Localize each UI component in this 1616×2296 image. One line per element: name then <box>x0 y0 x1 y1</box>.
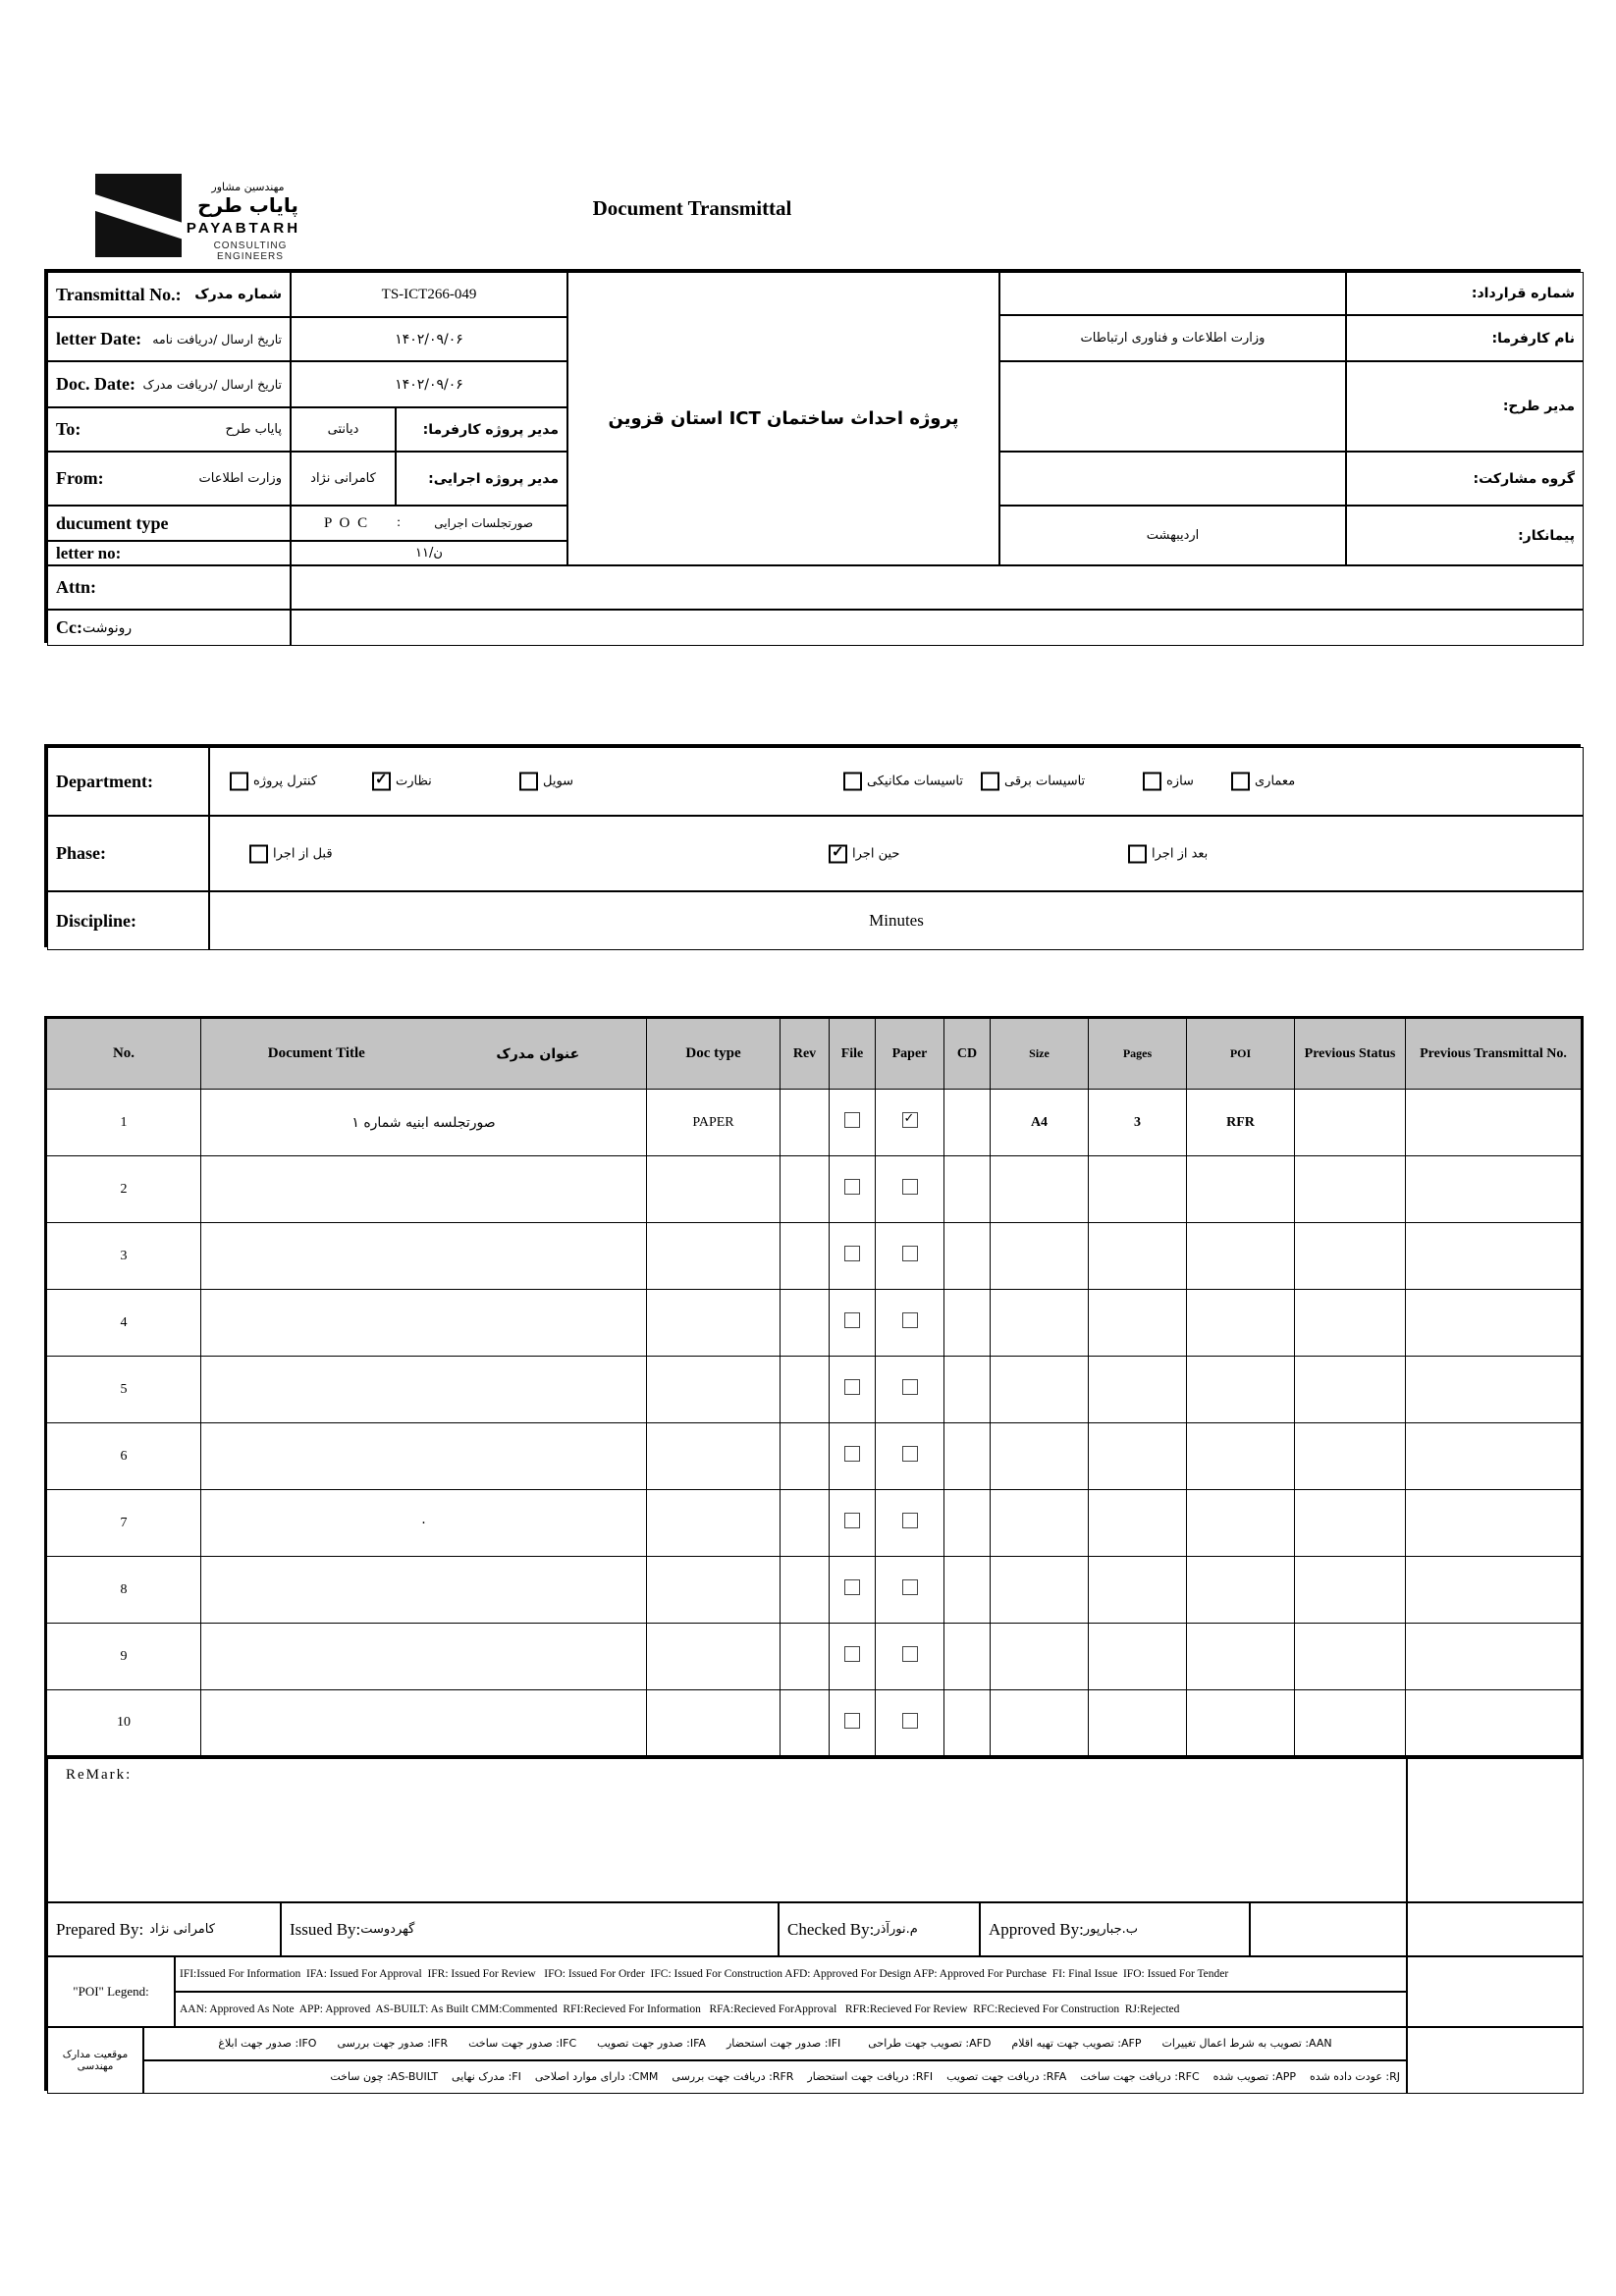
file-checkbox[interactable] <box>844 1179 860 1195</box>
cell-no: 3 <box>46 1223 201 1290</box>
table-header-row <box>46 1018 1583 1090</box>
header-file: File <box>830 1018 876 1090</box>
cell-prev-status <box>1295 1557 1406 1624</box>
cell-no: 5 <box>46 1357 201 1423</box>
table-row <box>46 1423 1583 1490</box>
doc-type-label-cell <box>47 506 291 541</box>
cc-label-en: Cc: <box>56 617 82 637</box>
cc-label-cell <box>47 610 291 646</box>
doc-type-value-cell <box>291 506 567 541</box>
poi-legend-line2: AAN: Approved As Note APP: Approved AS-BUILT: As Built CMM:Commented RFI:Recieved For Information RFA:Recieved ForApproval RFR:Recieved For Review RFC:Recieved For Construction RJ:Rejected <box>175 1992 1407 2027</box>
discipline-label-cell <box>47 891 209 950</box>
cell-paper <box>876 1357 944 1423</box>
cell-file <box>830 1090 876 1156</box>
phase-checkbox[interactable] <box>829 844 847 863</box>
doc-type-label-en: ducument type <box>56 512 169 533</box>
cell-no: 8 <box>46 1557 201 1624</box>
cell-doc-type <box>647 1624 781 1690</box>
client-name-value: وزارت اطلاعات و فناوری ارتباطات <box>999 315 1346 361</box>
department-option <box>1231 773 1295 791</box>
doc-type-fa: صورتجلسات اجرایی <box>434 516 533 530</box>
cell-paper <box>876 1490 944 1557</box>
doc-type-code: P O C <box>324 514 370 531</box>
cell-poi <box>1187 1290 1295 1357</box>
prepared-by-cell <box>47 1902 281 1956</box>
cell-cd <box>944 1490 991 1557</box>
cell-size <box>991 1357 1089 1423</box>
cell-paper <box>876 1690 944 1757</box>
cell-poi <box>1187 1223 1295 1290</box>
cell-no: 4 <box>46 1290 201 1357</box>
header-poi: POI <box>1187 1018 1295 1090</box>
letter-no-value: ن/۱۱ <box>291 541 567 565</box>
cell-rev <box>781 1357 830 1423</box>
department-option <box>1143 773 1194 791</box>
cell-title <box>201 1423 647 1490</box>
cell-title <box>201 1357 647 1423</box>
phase-label-cell <box>47 816 209 891</box>
legend-right-cell-1 <box>1407 1956 1584 2027</box>
department-option <box>843 773 963 791</box>
logo-en-name: PAYABTARH <box>186 220 301 237</box>
contractor-label: پیمانکار: <box>1346 506 1584 565</box>
attn-value <box>291 565 1584 610</box>
cell-file <box>830 1490 876 1557</box>
header-pages: Pages <box>1089 1018 1187 1090</box>
cell-pages <box>1089 1290 1187 1357</box>
client-name-label: نام کارفرما: <box>1346 315 1584 361</box>
cell-poi <box>1187 1357 1295 1423</box>
contract-no-label: شماره قرارداد: <box>1346 272 1584 315</box>
cell-pages <box>1089 1624 1187 1690</box>
cell-size <box>991 1490 1089 1557</box>
doc-table-body <box>46 1090 1583 1757</box>
checked-by-label: Checked By: <box>787 1919 875 1939</box>
contractor-value: اردیبهشت <box>999 506 1346 565</box>
cell-prev-transmittal <box>1406 1624 1583 1690</box>
department-option <box>981 773 1085 791</box>
cell-rev <box>781 1490 830 1557</box>
cell-file <box>830 1690 876 1757</box>
document-list-table <box>44 1016 1584 1758</box>
checked-by-cell <box>779 1902 980 1956</box>
cell-poi <box>1187 1690 1295 1757</box>
paper-checkbox[interactable] <box>902 1112 918 1128</box>
letter-date-label-en: letter Date: <box>56 329 142 348</box>
logo-fa-tagline: مهندسین مشاور <box>211 181 285 193</box>
logo-en-sub: CONSULTING ENGINEERS <box>213 240 288 262</box>
phase-option-label: حین اجرا <box>852 846 900 861</box>
cell-pages <box>1089 1156 1187 1223</box>
to-person: دیانتی <box>291 407 396 452</box>
cell-title: صورتجلسه ابنیه شماره ۱ <box>201 1090 647 1156</box>
department-option-label: سازه <box>1166 774 1194 789</box>
poi-legend-label: "POI" Legend: <box>47 1956 175 2027</box>
cell-file <box>830 1156 876 1223</box>
department-checkbox[interactable] <box>230 773 248 791</box>
logo-swoosh-shape <box>95 191 182 245</box>
cell-prev-status <box>1295 1624 1406 1690</box>
cell-cd <box>944 1357 991 1423</box>
department-option-label: تاسیسات مکانیکی <box>867 774 963 789</box>
to-company: پایاب طرح <box>225 422 282 437</box>
bottom-block <box>44 1755 1581 2091</box>
cell-no: 2 <box>46 1156 201 1223</box>
letter-date-value: ۱۴۰۲/۰۹/۰۶ <box>291 317 567 361</box>
cell-rev <box>781 1690 830 1757</box>
transmittal-no-label-cell <box>47 272 291 317</box>
cell-rev <box>781 1624 830 1690</box>
to-label-en: To: <box>56 419 81 439</box>
paper-checkbox[interactable] <box>902 1179 918 1195</box>
cell-prev-transmittal <box>1406 1223 1583 1290</box>
department-checkbox[interactable] <box>1143 773 1161 791</box>
table-row <box>46 1223 1583 1290</box>
department-option <box>230 773 317 791</box>
cell-poi <box>1187 1423 1295 1490</box>
signature-right-cell <box>1407 1902 1584 1956</box>
cell-poi <box>1187 1156 1295 1223</box>
file-checkbox[interactable] <box>844 1646 860 1662</box>
department-checkbox[interactable] <box>1231 773 1250 791</box>
cell-prev-status <box>1295 1156 1406 1223</box>
cell-doc-type: PAPER <box>647 1090 781 1156</box>
phase-checkbox[interactable] <box>249 844 268 863</box>
header-rev: Rev <box>781 1018 830 1090</box>
department-option <box>372 773 432 791</box>
doc-position-label: موقعیت مدارک مهندسی <box>47 2027 143 2094</box>
letter-no-label-cell <box>47 541 291 565</box>
cell-size <box>991 1223 1089 1290</box>
cell-prev-transmittal <box>1406 1423 1583 1490</box>
phase-option-label: قبل از اجرا <box>273 846 333 861</box>
transmittal-no-value: TS-ICT266-049 <box>291 272 567 317</box>
partnership-value <box>999 452 1346 506</box>
cell-title <box>201 1290 647 1357</box>
cell-pages <box>1089 1557 1187 1624</box>
cell-no: 10 <box>46 1690 201 1757</box>
cell-paper <box>876 1290 944 1357</box>
department-option <box>519 773 573 791</box>
file-checkbox[interactable] <box>844 1112 860 1128</box>
approved-by-label: Approved By: <box>989 1919 1084 1939</box>
attn-label: Attn: <box>56 577 96 597</box>
cell-poi <box>1187 1490 1295 1557</box>
cell-cd <box>944 1090 991 1156</box>
cell-paper <box>876 1223 944 1290</box>
cell-rev <box>781 1223 830 1290</box>
top-info-table <box>44 269 1581 643</box>
file-checkbox[interactable] <box>844 1446 860 1462</box>
from-label-en: From: <box>56 468 104 488</box>
table-row <box>46 1624 1583 1690</box>
doc-date-value: ۱۴۰۲/۰۹/۰۶ <box>291 361 567 407</box>
department-option-label: تاسیسات برقی <box>1004 774 1086 789</box>
cell-prev-status <box>1295 1690 1406 1757</box>
remark-right-cell <box>1407 1758 1584 1902</box>
cell-paper <box>876 1156 944 1223</box>
payabtarh-logo <box>95 174 182 257</box>
cell-rev <box>781 1557 830 1624</box>
paper-checkbox[interactable] <box>902 1446 918 1462</box>
cc-label-fa: رونوشت <box>81 619 133 636</box>
logo-fa-name: پایاب طرح <box>197 193 298 217</box>
doc-date-label-en: Doc. Date: <box>56 374 135 394</box>
file-checkbox[interactable] <box>844 1579 860 1595</box>
cell-doc-type <box>647 1156 781 1223</box>
poi-legend-line1: IFI:Issued For Information IFA: Issued For Approval IFR: Issued For Review IFO: Issued For Order IFC: Issued For Construction AFD: Approved For Design AFP: Approved For Purchase FI: Final Issue IFO: Issued For Tender <box>175 1956 1407 1992</box>
table-row <box>46 1557 1583 1624</box>
cell-file <box>830 1357 876 1423</box>
transmittal-no-label-en: Transmittal No.: <box>56 284 182 304</box>
phase-option <box>249 844 333 863</box>
department-label: Department: <box>56 771 153 791</box>
cell-pages <box>1089 1490 1187 1557</box>
cell-paper <box>876 1624 944 1690</box>
table-row <box>46 1290 1583 1357</box>
phase-option-label: بعد از اجرا <box>1152 846 1209 861</box>
cell-file <box>830 1557 876 1624</box>
plan-manager-value <box>999 361 1346 452</box>
cell-cd <box>944 1290 991 1357</box>
cell-rev <box>781 1290 830 1357</box>
cell-rev <box>781 1156 830 1223</box>
phase-checkbox[interactable] <box>1128 844 1147 863</box>
paper-checkbox[interactable] <box>902 1312 918 1328</box>
header-cd: CD <box>944 1018 991 1090</box>
cell-title <box>201 1156 647 1223</box>
cell-doc-type <box>647 1557 781 1624</box>
cell-poi <box>1187 1624 1295 1690</box>
remark-label: ReMark: <box>66 1767 133 1783</box>
paper-checkbox[interactable] <box>902 1713 918 1729</box>
transmittal-no-label-fa: شماره مدرک <box>194 287 282 302</box>
cell-file <box>830 1223 876 1290</box>
legend-right-cell-2 <box>1407 2027 1584 2094</box>
cell-size <box>991 1690 1089 1757</box>
plan-manager-label: مدیر طرح: <box>1346 361 1584 452</box>
partnership-label: گروه مشارکت: <box>1346 452 1584 506</box>
prepared-by-name: کامرانی نژاد <box>149 1922 215 1937</box>
dpd-table <box>44 744 1581 947</box>
cell-prev-transmittal <box>1406 1156 1583 1223</box>
header-doc-type: Doc type <box>647 1018 781 1090</box>
cell-prev-transmittal <box>1406 1690 1583 1757</box>
header-paper: Paper <box>876 1018 944 1090</box>
approved-by-cell <box>980 1902 1250 1956</box>
cell-prev-transmittal <box>1406 1357 1583 1423</box>
attn-label-cell <box>47 565 291 610</box>
cell-prev-status <box>1295 1090 1406 1156</box>
issued-by-cell <box>281 1902 779 1956</box>
fa-legend-line1: AAN: تصویب به شرط اعمال تغییرات AFP: تصویب جهت تهیه اقلام AFD: تصویب جهت طراحی IFI: صدور جهت استحضار IFA: صدور جهت تصویب IFC: صدور جهت ساخت IFR: صدور جهت بررسی IFO: صدور جهت ابلاغ <box>143 2027 1407 2060</box>
file-checkbox[interactable] <box>844 1513 860 1528</box>
cell-doc-type <box>647 1223 781 1290</box>
doc-date-label-fa: تاریخ ارسال /دریافت مدرک <box>142 377 282 392</box>
cell-cd <box>944 1624 991 1690</box>
cell-cd <box>944 1557 991 1624</box>
signature-empty-cell <box>1250 1902 1407 1956</box>
letter-date-label-fa: تاریخ ارسال /دریافت نامه <box>152 332 282 347</box>
paper-checkbox[interactable] <box>902 1646 918 1662</box>
cell-cd <box>944 1156 991 1223</box>
cell-size: A4 <box>991 1090 1089 1156</box>
cell-cd <box>944 1223 991 1290</box>
cell-no: 1 <box>46 1090 201 1156</box>
cell-cd <box>944 1423 991 1490</box>
issued-by-label: Issued By: <box>290 1919 361 1939</box>
cell-title: · <box>201 1490 647 1557</box>
cell-doc-type <box>647 1690 781 1757</box>
department-option-label: کنترل پروژه <box>253 774 317 789</box>
paper-checkbox[interactable] <box>902 1579 918 1595</box>
cell-size <box>991 1423 1089 1490</box>
cell-prev-transmittal <box>1406 1290 1583 1357</box>
file-checkbox[interactable] <box>844 1312 860 1328</box>
header-prev-status: Previous Status <box>1295 1018 1406 1090</box>
cell-rev <box>781 1423 830 1490</box>
cell-pages <box>1089 1223 1187 1290</box>
letter-no-label: letter no: <box>56 543 122 562</box>
cell-poi: RFR <box>1187 1090 1295 1156</box>
cell-size <box>991 1557 1089 1624</box>
file-checkbox[interactable] <box>844 1246 860 1261</box>
cell-prev-status <box>1295 1357 1406 1423</box>
cell-poi <box>1187 1557 1295 1624</box>
header-size: Size <box>991 1018 1089 1090</box>
cell-size <box>991 1156 1089 1223</box>
cell-pages <box>1089 1357 1187 1423</box>
letter-date-label-cell <box>47 317 291 361</box>
phase-option <box>829 844 899 863</box>
discipline-value: Minutes <box>209 891 1584 950</box>
cell-no: 9 <box>46 1624 201 1690</box>
from-person: کامرانی نژاد <box>291 452 396 506</box>
project-title: پروژه احداث ساختمان ICT استان قزوین <box>567 272 999 565</box>
cell-paper <box>876 1090 944 1156</box>
header-no: No. <box>46 1018 201 1090</box>
cell-file <box>830 1624 876 1690</box>
cell-paper <box>876 1557 944 1624</box>
phase-label: Phase: <box>56 843 106 863</box>
contract-no-value <box>999 272 1346 315</box>
department-checkbox[interactable] <box>519 773 538 791</box>
approved-by-name: ب.جبارپور <box>1083 1922 1138 1937</box>
cell-title <box>201 1223 647 1290</box>
cell-prev-status <box>1295 1290 1406 1357</box>
paper-checkbox[interactable] <box>902 1513 918 1528</box>
cc-value <box>291 610 1584 646</box>
file-checkbox[interactable] <box>844 1713 860 1729</box>
cell-title <box>201 1557 647 1624</box>
cell-prev-status <box>1295 1490 1406 1557</box>
cell-prev-status <box>1295 1423 1406 1490</box>
cell-doc-type <box>647 1290 781 1357</box>
cell-doc-type <box>647 1423 781 1490</box>
table-row <box>46 1490 1583 1557</box>
cell-paper <box>876 1423 944 1490</box>
cell-prev-transmittal <box>1406 1090 1583 1156</box>
from-role-label: مدیر پروژه اجرایی: <box>396 452 567 506</box>
cell-cd <box>944 1690 991 1757</box>
cell-doc-type <box>647 1357 781 1423</box>
department-options-row <box>209 747 1584 816</box>
to-label-cell <box>47 407 291 452</box>
cell-file <box>830 1423 876 1490</box>
cell-pages: 3 <box>1089 1090 1187 1156</box>
table-row <box>46 1357 1583 1423</box>
cell-prev-status <box>1295 1223 1406 1290</box>
phase-options-row <box>209 816 1584 891</box>
remark-cell <box>47 1758 1407 1902</box>
header-title <box>201 1018 647 1090</box>
cell-doc-type <box>647 1490 781 1557</box>
cell-prev-transmittal <box>1406 1490 1583 1557</box>
department-label-cell <box>47 747 209 816</box>
cell-size <box>991 1290 1089 1357</box>
from-company: وزارت اطلاعات <box>198 471 282 486</box>
department-option-label: معماری <box>1255 774 1296 789</box>
cell-size <box>991 1624 1089 1690</box>
table-row <box>46 1090 1583 1156</box>
cell-prev-transmittal <box>1406 1557 1583 1624</box>
cell-file <box>830 1290 876 1357</box>
discipline-label: Discipline: <box>56 910 137 931</box>
page-title: Document Transmittal <box>592 196 792 220</box>
table-row <box>46 1156 1583 1223</box>
doc-type-colon: : <box>397 515 402 530</box>
table-row <box>46 1690 1583 1757</box>
cell-no: 6 <box>46 1423 201 1490</box>
checked-by-name: م.نورآذر <box>874 1922 918 1937</box>
cell-rev <box>781 1090 830 1156</box>
cell-title <box>201 1624 647 1690</box>
header-prev-transmittal: Previous Transmittal No. <box>1406 1018 1583 1090</box>
department-option-label: نظارت <box>396 774 432 789</box>
department-option-label: سویل <box>543 774 574 789</box>
header-title-fa: عنوان مدرک <box>496 1045 580 1062</box>
cell-no: 7 <box>46 1490 201 1557</box>
doc-date-label-cell <box>47 361 291 407</box>
department-checkbox[interactable] <box>843 773 862 791</box>
to-role-label: مدیر پروژه کارفرما: <box>396 407 567 452</box>
cell-title <box>201 1690 647 1757</box>
prepared-by-label: Prepared By: <box>56 1919 144 1939</box>
header-title-en: Document Title <box>267 1045 365 1061</box>
file-checkbox[interactable] <box>844 1379 860 1395</box>
fa-legend-line2: RJ: عودت داده شده APP: تصویب شده RFC: دریافت جهت ساخت RFA: دریافت جهت تصویب RFI: دریافت جهت استحضار RFR: دریافت جهت بررسی CMM: دارای موارد اصلاحی FI: مدرک نهایی AS-BUILT: چون ساخت <box>143 2060 1407 2094</box>
cell-pages <box>1089 1690 1187 1757</box>
department-checkbox[interactable] <box>981 773 999 791</box>
issued-by-name: گهردوست <box>360 1922 415 1937</box>
paper-checkbox[interactable] <box>902 1379 918 1395</box>
from-label-cell <box>47 452 291 506</box>
cell-pages <box>1089 1423 1187 1490</box>
paper-checkbox[interactable] <box>902 1246 918 1261</box>
department-checkbox[interactable] <box>372 773 391 791</box>
phase-option <box>1128 844 1208 863</box>
